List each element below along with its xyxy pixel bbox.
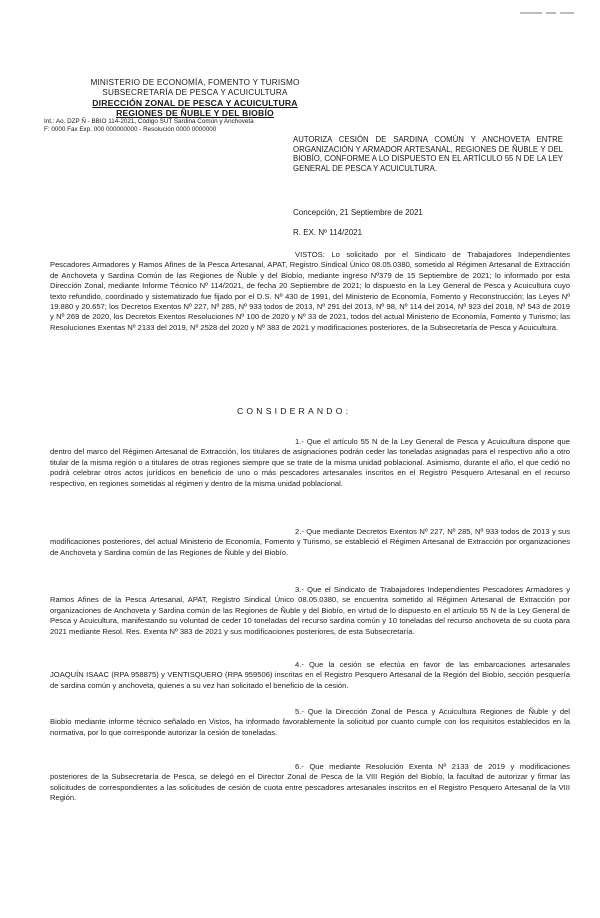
resolution-number: R. EX. Nº 114/2021 [293, 228, 363, 237]
paragraph-lead: 3.- Que el Sindicato de Trabajadores Independientes [295, 585, 480, 594]
paragraph-lead: 4.- Que la cesión se efectúa en favor de las [295, 660, 469, 669]
letterhead [44, 78, 340, 134]
vistos-text: VISTOS: Lo solicitado por el Sindicato de Trabajadores Independientes Pescadores Armadores y Ramos Afines de la Pesca Artesanal, APAT, Registro Sindical Único 08.05.0380, sometido al Régimen Artesanal de Extracción de Anchoveta y Sardina Común de las Regiones de Ñuble y del Biobío, mediante ingreso Nº379 de 15 Septiembre de 2021; lo informado por esta Dirección Zonal, mediante Informe Técnico Nº 114/2021, de fecha 20 Septiembre de 2021; lo dispuesto en la Ley General de Pesca y Acuicultura cuyo texto refundido, coordinado y sistematizado fue fijado por el D.S. Nº 430 de 1991, del Ministerio de Economía, Fomento y Reconstrucción; las Leyes Nº 19.880 y 20.657; los Decretos Exentos Nº 227, Nº 285, Nº 933 todos de 2013, Nº 291 del 2013, Nº 98, Nº 114 del 2014, Nº 923 del 2018, Nº 543 de 2019 y Nº 269 de 2020, los Decretos Exentos Resoluciones Nº 100 de 2020 y Nº 33 de 2021, todos del actual Ministerio de Economía, Fomento y Turismo; las Resoluciones Exentas Nº 2133 del 2019, Nº 2528 del 2020 y Nº 383 de 2021 y modificaciones posteriores, de la Subsecretaría de Pesca y Acuicultura. [50, 250, 570, 332]
paragraph-rest: Pescadores Armadores y Ramos Afines de la Pesca Artesanal, APAT, Registro Sindical Único 08.05.0380, se encuentra sometido al Régimen Artesanal de Extracción por organizaciones de Anchoveta y Sardina común de las Regiones de Ñuble y del Biobío, en virtud de lo dispuesto en el artículo 55 N de la Ley General de Pesca y Acuicultura, manifestando su voluntad de ceder 10 toneladas del recurso sardina común y 10 toneladas del recurso anchoveta de su cuota para 2021 mediante Resol. Res. Exenta Nº 383 de 2021 y sus modificaciones posteriores, de esta Subsecretaría. [50, 585, 570, 636]
letterhead-ministry: MINISTERIO DE ECONOMÍA, FOMENTO Y TURISMO [90, 78, 300, 87]
considerando-paragraph-5 [50, 707, 570, 738]
letterhead-regiones: REGIONES DE ÑUBLE Y DEL BIOBÍO [116, 108, 274, 118]
paragraph-lead: 6.- Que mediante Resolución Exenta Nº 2133 de 2019 y [295, 762, 515, 771]
paragraph-rest: Regiones de Ñuble y del Biobío mediante informe técnico señalado en Vistos, ha informado favorablemente la solicitud por cuanto cumple con los requisitos establecidos en la normativa, por lo que corresponde autorizar la cesión de toneladas. [50, 707, 570, 737]
vistos-paragraph [50, 250, 570, 333]
letterhead-direccion: DIRECCIÓN ZONAL DE PESCA Y ACUICULTURA [92, 98, 298, 108]
considerando-heading: CONSIDERANDO: [237, 406, 352, 416]
paragraph-rest: 933 todos de 2013 y sus modificaciones posteriores, del actual Ministerio de Economía, Fomento y Turismo, se estableció el Régimen Artesanal de Extracción por organizaciones de Anchoveta y Sardina común de las Regiones de Ñuble y del Biobío. [50, 527, 570, 557]
considerando-paragraph-6 [50, 762, 570, 804]
paragraph-lead: 5.- Que la Dirección Zonal de Pesca y Acuicultura [295, 707, 477, 716]
letterhead-subsecretaria: SUBSECRETARÍA DE PESCA Y ACUICULTURA [102, 88, 288, 97]
paragraph-lead: 2.- Que mediante Decretos Exentos Nº 227, Nº 285, Nº [295, 527, 484, 536]
letterhead-contact-line-2: F: 0000 Fax Exp. 000 000000000 - Resolución 0000 0000000 [44, 126, 217, 133]
paragraph-rest: embarcaciones artesanales JOAQUÍN ISAAC (RPA 958875) y VENTISQUERO (RPA 959506) inscritas en el Registro Pesquero Artesanal de la Región del Biobío, sección pesquería de sardina común y anchoveta, quienes a su vez han solicitado el beneficio de la cesión. [50, 660, 570, 690]
considerando-paragraph-4 [50, 660, 570, 691]
paragraph-rest: modificaciones posteriores de la Subsecretaría de Pesca, se delegó en el Director Zonal de Pesca de la VIII Región del Biobío, la facultad de autorizar y firmar las solicitudes de correspondientes a las solicitudes de cesión de cuota entre pescadores artesanales inscritos en el Registro Pesquero Artesanal de la VIII Región. [50, 762, 570, 803]
considerando-paragraph-3 [50, 585, 570, 637]
considerando-paragraph-1 [50, 437, 570, 489]
paragraph-lead: 1.- Que el artículo 55 N de la Ley General de Pesca y [295, 437, 485, 446]
place-date: Concepción, 21 Septiembre de 2021 [293, 208, 423, 217]
letterhead-contact-line-1: Int.: Ao. DZP Ñ - BBIO 114-2021, Código SUT Sardina Común y Anchoveta [44, 118, 254, 125]
top-margin-mark [520, 4, 590, 10]
considerando-paragraph-2 [50, 527, 570, 558]
resolution-subject: AUTORIZA CESIÓN DE SARDINA COMÚN Y ANCHOVETA ENTRE ORGANIZACIÓN Y ARMADOR ARTESANAL, REGIONES DE ÑUBLE Y DEL BIOBÍO, CONFORME A LO DISPUESTO EN EL ARTÍCULO 55 N DE LA LEY GENERAL DE PESCA Y ACUICULTURA. [293, 135, 563, 173]
paragraph-rest: Acuicultura dispone que dentro del marco del Régimen Artesanal de Extracción, los titulares de asignaciones podrán ceder las toneladas asignadas para el respectivo año a otro titular de la misma región o a titulares de otras regiones siempre que se trate de la misma unidad poblacional. Asimismo, durante el año, el que cedió no podrá celebrar otros actos jurídicos en beneficio de uno o más pescadores artesanales inscritos en el Registro Pesquero Artesanal en el recurso respectivo, en regiones sometidas al régimen y dentro de la misma unidad poblacional. [50, 437, 570, 488]
